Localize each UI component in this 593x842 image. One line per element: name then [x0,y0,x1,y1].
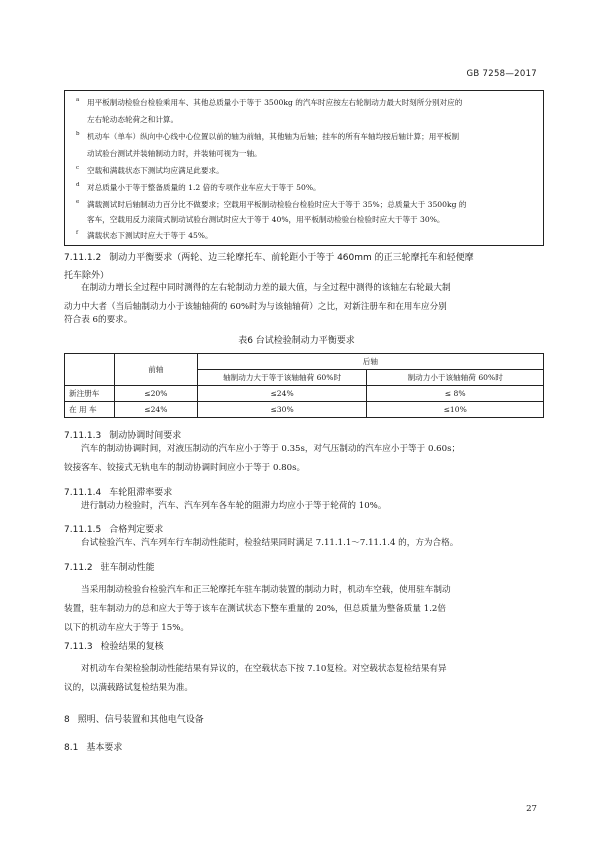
paragraph [64,679,544,698]
brake-balance-table [64,353,544,418]
note-text: 客车，空载用反力滚筒式制动试验台测试时应大于等于 40%，用平板制动检验台检验时应大于等于 30%。 [87,215,445,224]
section-number: 7.11.2 [64,563,93,573]
table-header-cell: 轴制动力大于等于该轴轴荷 60%时 [197,370,367,386]
section-heading [64,740,122,753]
note-mark: a [76,97,80,103]
para-line: 装置，驻车制动力的总和应大于等于该车在测试状态下整车重量的 20%，但总质量为整备质量 1.2倍 [64,604,446,614]
section-number: 7.11.1.5 [64,525,102,535]
note-text: 对总质量小于等于整备质量的 1.2 倍的专项作业车应大于等于 50%。 [87,183,321,192]
paragraph [64,534,544,553]
para-line: 当采用制动检验台检验汽车和正三轮摩托车驻车制动装置的制动力时，机动车空载，使用驻车制动 [81,585,451,595]
section-title: 检验结果的复核 [100,642,164,652]
section-number: 7.11.1.2 [64,253,102,263]
table-cell: ≤ 8% [367,386,544,402]
table-cell: ≤10% [367,402,544,418]
paragraph [64,619,544,638]
note-text: 左右轮动态轮荷之和计算。 [87,115,179,124]
note-line [87,112,539,128]
note-mark: e [76,199,80,205]
paragraph [64,279,544,298]
section-number: 8 [64,715,70,725]
para-line: 以下的机动车应大于等于 15%。 [64,623,189,633]
section-heading [64,560,155,573]
note-mark: f [76,230,79,236]
table-cell: ≤24% [197,386,367,402]
note-text: 用平板制动检验台检验乘用车、其他总质量小于等于 3500kg 的汽车时应按左右轮制动力最大时刻所分别对应的 [87,98,463,107]
section-title: 托车除外） [64,271,110,281]
section-heading [64,639,164,652]
table-header-row [65,354,544,370]
standard-number: GB 7258—2017 [466,69,537,79]
note-mark: b [76,131,80,137]
chapter-heading [64,712,204,725]
table-header-empty [65,354,115,386]
table-header-cell: 后轴 [197,354,543,370]
paragraph [64,581,544,600]
note-text: 动试验台测试并装轴制动力时，并装轴可视为一轴。 [87,149,262,158]
section-title: 驻车制动性能 [100,563,155,573]
para-line: 对机动车台架检验制动性能结果有异议的，在空载状态下按 7.10复检。对空载状态复检结果有异 [81,664,447,674]
table-row [65,402,544,418]
para-line: 汽车的制动协调时间，对液压制动的汽车应小于等于 0.35s，对气压制动的汽车应小于等于 0.60s； [81,444,461,454]
note-line [87,146,539,162]
section-title: 照明、信号装置和其他电气设备 [77,715,204,725]
paragraph [64,311,544,330]
section-number: 7.11.3 [64,642,93,652]
note-line [76,228,539,244]
para-line: 进行制动力检验时，汽车、汽车列车各车轮的阻滞力均应小于等于轮荷的 10%。 [81,501,387,511]
section-number: 7.11.1.4 [64,488,102,498]
paragraph [64,600,544,619]
table-cell: 新注册车 [65,386,115,402]
section-heading [64,250,474,263]
para-line: 符合表 6的要求。 [64,315,133,325]
para-line: 在制动力增长全过程中同时测得的左右轮制动力差的最大值，与全过程中测得的该轴左右轮最大制 [81,283,451,293]
paragraph [64,459,544,478]
note-line [76,129,539,145]
table-header-cell: 制动力小于该轴轴荷 60%时 [367,370,544,386]
paragraph [64,660,544,679]
table-cell: ≤24% [114,402,197,418]
footnotes-box [64,90,544,246]
section-title: 基本要求 [86,743,123,753]
note-text: 满载状态下测试时应大于等于 45%。 [87,231,213,240]
section-title: 制动协调时间要求 [109,431,182,441]
para-line: 动力中大者（当后轴制动力小于该轴轴荷的 60%时为与该轴轴荷）之比，对新注册车和在用车应分别 [64,302,447,312]
section-number: 7.11.1.3 [64,431,102,441]
section-title: 制动力平衡要求（两轮、边三轮摩托车、前轮距小于等于 460mm 的正三轮摩托车和轻便摩 [109,253,474,263]
paragraph [64,497,544,516]
table-caption: 表6 台试检验制动力平衡要求 [238,336,355,346]
note-mark: c [76,165,80,171]
note-text: 满载测试时后轴制动力百分比不做要求；空载用平板制动检验台检验时应大于等于 35%；总质量大于 3500kg 的 [87,200,467,209]
table-row [65,386,544,402]
note-line [76,197,539,213]
table-cell: ≤20% [114,386,197,402]
table-cell: 在 用 车 [65,402,115,418]
table-cell: ≤30% [197,402,367,418]
section-title: 合格判定要求 [109,525,164,535]
section-number: 8.1 [64,743,79,753]
note-line [76,95,539,111]
page-number: 27 [526,804,537,814]
note-mark: d [76,182,80,188]
note-text: 空载和满载状态下测试均应满足此要求。 [87,166,224,175]
para-line: 铰接客车、铰接式无轨电车的制动协调时间应小于等于 0.80s。 [64,463,306,473]
note-line [76,163,539,179]
paragraph [64,440,544,459]
note-line [87,212,539,228]
para-line: 台试检验汽车、汽车列车行车制动性能时，检验结果同时满足 7.11.1.1～7.11.1.4 的，方为合格。 [81,538,459,548]
para-line: 议的，以满载路试复检结果为准。 [64,683,193,693]
note-line [76,180,539,196]
section-title: 车轮阻滞率要求 [109,488,173,498]
table-header-cell: 前轴 [114,354,197,386]
note-text: 机动车（单车）纵向中心线中心位置以前的轴为前轴，其他轴为后轴；挂车的所有车轴均按后轴计算；用平板制 [87,132,460,141]
